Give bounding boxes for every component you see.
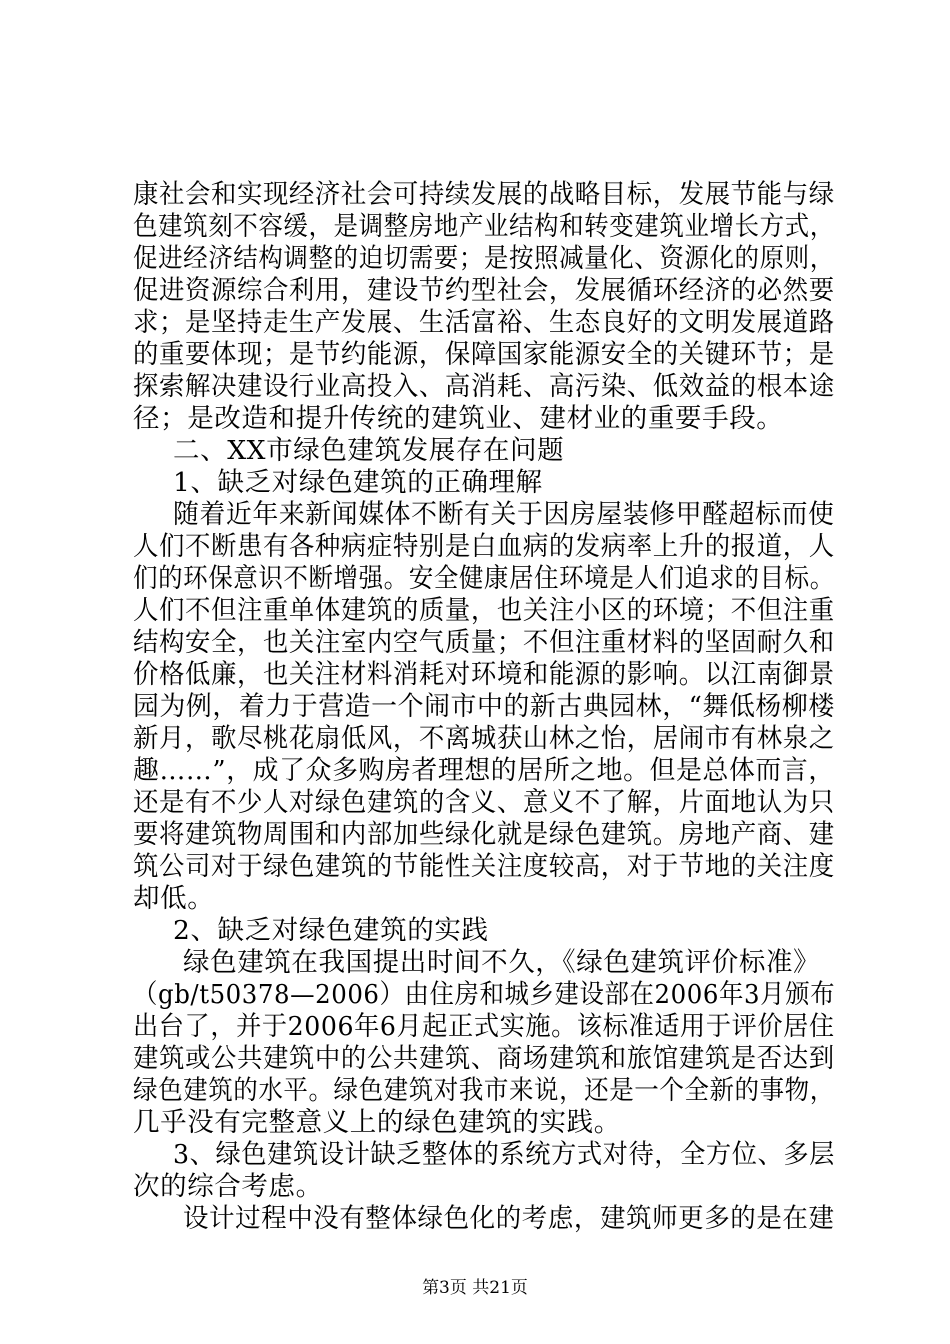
body-text-line: 结构安全，也关注室内空气质量；不但注重材料的坚固耐久和	[133, 627, 835, 658]
body-text-line: 色建筑刻不容缓，是调整房地产业结构和转变建筑业增长方式，	[133, 211, 835, 242]
subsection-heading: 3、绿色建筑设计缺乏整体的系统方式对待，全方位、多层	[173, 1139, 835, 1170]
body-text-line: 人们不断患有各种病症特别是白血病的发病率上升的报道，人	[133, 531, 835, 562]
body-text-line: 出台了，并于2006年6月起正式实施。该标准适用于评价居住	[133, 1011, 835, 1042]
body-text-line: 径；是改造和提升传统的建筑业、建材业的重要手段。	[133, 403, 784, 434]
body-text-line: 们的环保意识不断增强。安全健康居住环境是人们追求的目标。	[133, 563, 835, 594]
subsection-heading: 2、缺乏对绿色建筑的实践	[173, 915, 489, 946]
body-text-line: 几乎没有完整意义上的绿色建筑的实践。	[133, 1107, 621, 1138]
body-text-line: 促进经济结构调整的迫切需要；是按照减量化、资源化的原则，	[133, 243, 835, 274]
body-text-line: 促进资源综合利用，建设节约型社会，发展循环经济的必然要	[133, 275, 835, 306]
body-text-line: 随着近年来新闻媒体不断有关于因房屋装修甲醛超标而使	[173, 499, 835, 530]
body-text-line: 绿色建筑的水平。绿色建筑对我市来说，还是一个全新的事物，	[133, 1075, 835, 1106]
body-text-line: 次的综合考虑。	[133, 1171, 323, 1202]
body-text-line: 园为例，着力于营造一个闹市中的新古典园林，“舞低杨柳楼	[133, 691, 835, 722]
subsection-heading: 1、缺乏对绿色建筑的正确理解	[173, 467, 543, 498]
body-text-line: （gb/t50378—2006）由住房和城乡建设部在2006年3月颁布	[133, 979, 836, 1010]
body-text-line: 绿色建筑在我国提出时间不久，《绿色建筑评价标准》	[183, 947, 821, 978]
body-text-line: 康社会和实现经济社会可持续发展的战略目标，发展节能与绿	[133, 179, 835, 210]
body-text-line: 的重要体现；是节约能源，保障国家能源安全的关键环节；是	[133, 339, 835, 370]
body-text-line: 却低。	[133, 883, 215, 914]
body-text-line: 趣……”，成了众多购房者理想的居所之地。但是总体而言，	[133, 755, 835, 786]
body-text-line: 价格低廉，也关注材料消耗对环境和能源的影响。以江南御景	[133, 659, 835, 690]
body-text-line: 还是有不少人对绿色建筑的含义、意义不了解，片面地认为只	[133, 787, 835, 818]
body-text-line: 建筑或公共建筑中的公共建筑、商场建筑和旅馆建筑是否达到	[133, 1043, 835, 1074]
body-text-line: 新月，歌尽桃花扇低风，不离城获山林之怡，居闹市有林泉之	[133, 723, 835, 754]
section-heading: 二、XX市绿色建筑发展存在问题	[173, 435, 565, 466]
page-footer: 第3页 共21页	[422, 1278, 528, 1298]
body-text-line: 要将建筑物周围和内部加些绿化就是绿色建筑。房地产商、建	[133, 819, 835, 850]
body-text-line: 人们不但注重单体建筑的质量，也关注小区的环境；不但注重	[133, 595, 835, 626]
body-text-line: 设计过程中没有整体绿色化的考虑，建筑师更多的是在建	[183, 1203, 835, 1234]
body-text-line: 筑公司对于绿色建筑的节能性关注度较高，对于节地的关注度	[133, 851, 835, 882]
body-text-line: 求；是坚持走生产发展、生活富裕、生态良好的文明发展道路	[133, 307, 835, 338]
body-text-line: 探索解决建设行业高投入、高消耗、高污染、低效益的根本途	[133, 371, 835, 402]
